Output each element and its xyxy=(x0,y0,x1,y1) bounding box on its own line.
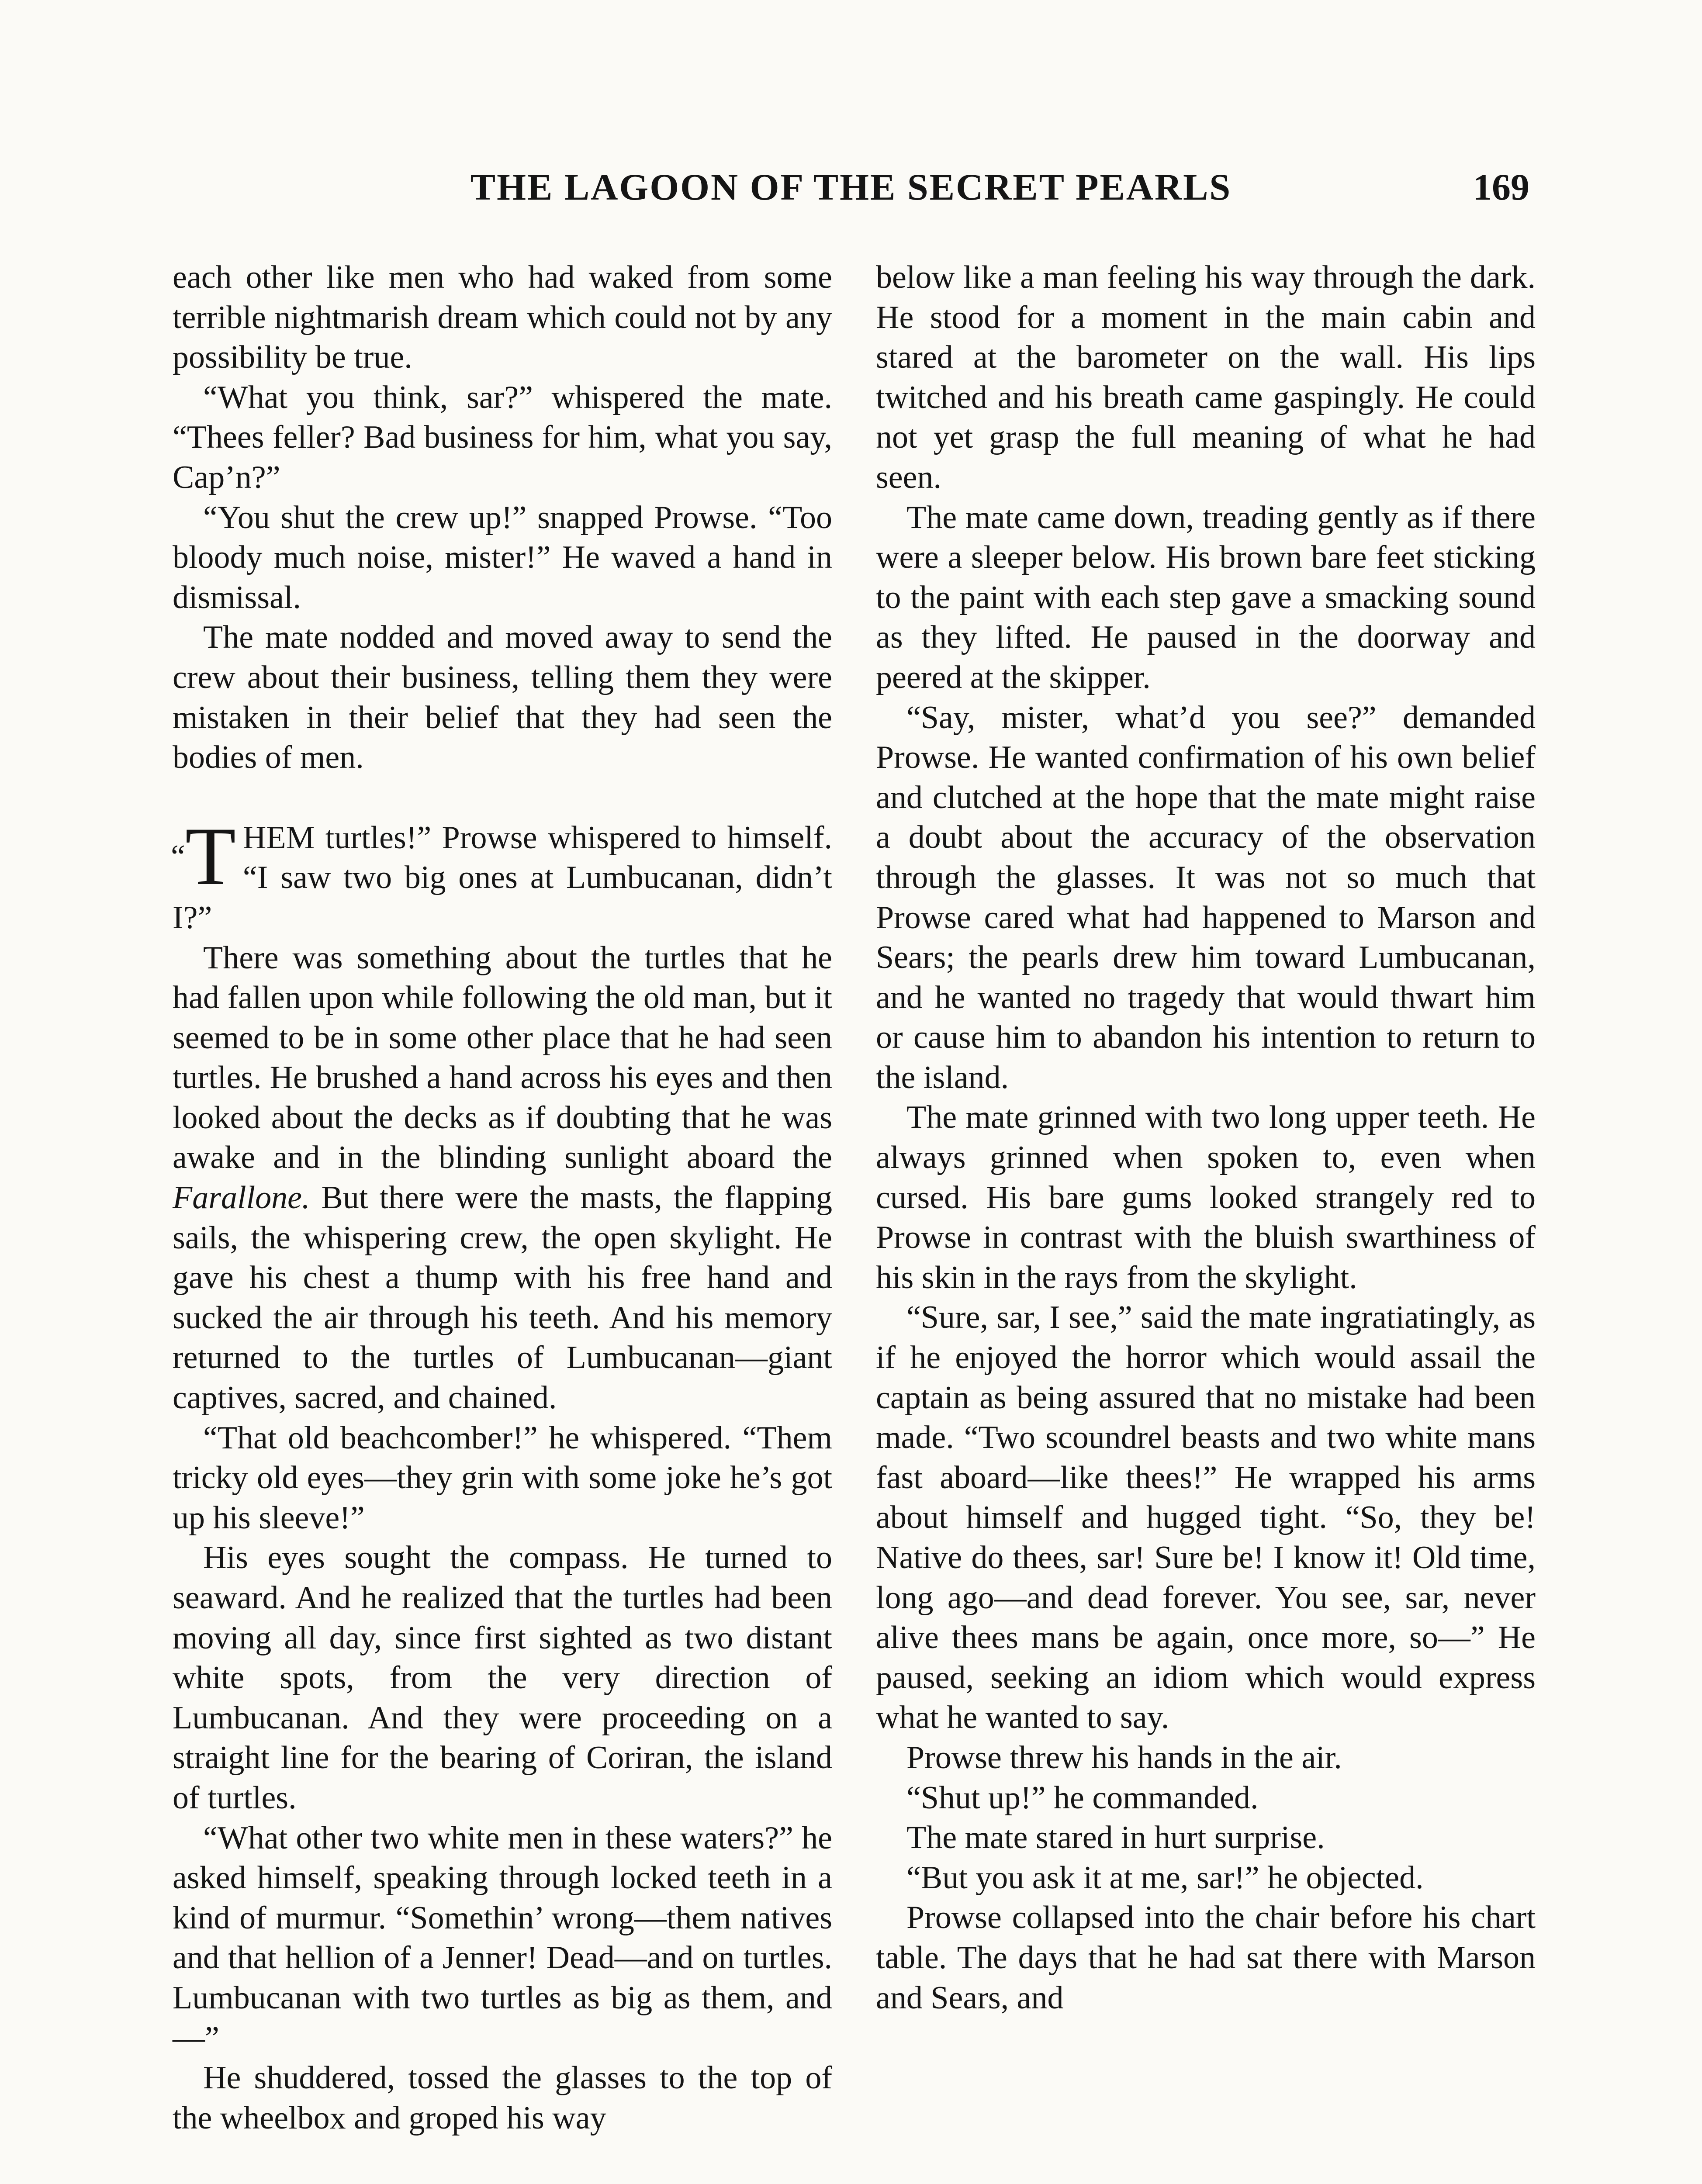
drop-cap-letter: T xyxy=(185,810,236,902)
paragraph-text: There was something about the turtles that he had fallen upon while following the old man, but it seemed to be in some other place that he had seen turtles. He brushed a hand across his eyes and then looked about the decks as if doubting that he was awake and in the blinding sunlight aboard the xyxy=(173,940,832,1176)
paragraph: “That old beachcomber!” he whispered. “Them tricky old eyes—they grin with some joke he’s got up his sleeve!” xyxy=(173,1420,832,1536)
drop-cap xyxy=(171,810,236,902)
drop-cap-quote: “ xyxy=(171,838,185,874)
drop-cap-text: HEM turtles!” Prowse whispered to himself. “I saw two big ones at Lumbucanan, didn’t I?” xyxy=(173,819,832,936)
ship-name: Farallone. xyxy=(173,1180,310,1216)
paragraph: The mate stared in hurt surprise. xyxy=(906,1820,1325,1856)
paragraph: “You shut the crew up!” snapped Prowse. “Too bloody much noise, mister!” He waved a hand in dismissal. xyxy=(173,499,832,615)
section-break xyxy=(173,778,832,818)
paragraph: “But you ask it at me, sar!” he objected. xyxy=(906,1859,1424,1896)
page-number: 169 xyxy=(1473,166,1529,208)
page-header xyxy=(173,165,1529,222)
right-column xyxy=(876,258,1536,2018)
paragraph: Prowse collapsed into the chair before his chart table. The days that he had sat there with Marson and Sears, and xyxy=(876,1900,1536,2016)
paragraph xyxy=(173,938,832,1418)
paragraph: “Sure, sar, I see,” said the mate ingratiatingly, as if he enjoyed the horror which would assail the captain as being assured that no mistake had been made. “Two scoundrel beasts and two white mans fast aboard—like thees!” He wrapped his arms about himself and hugged tight. “So, they be! Native do thees, sar! Sure be! I know it! Old time, long ago—and dead forever. You see, sar, never alive thees mans be again, once more, so—” He paused, seeking an idiom which would express what he wanted to say. xyxy=(876,1299,1536,1736)
paragraph: He shuddered, tossed the glasses to the top of the wheelbox and groped his way xyxy=(173,2060,832,2136)
paragraph: The mate came down, treading gently as if there were a sleeper below. His brown bare feet sticking to the paint with each step gave a smacking sound as they lifted. He paused in the doorway and peered at the skipper. xyxy=(876,499,1536,695)
paragraph: below like a man feeling his way through the dark. He stood for a moment in the main cabin and stared at the barometer on the wall. His lips twitched and his breath came gaspingly. He could not yet grasp the full meaning of what he had seen. xyxy=(876,259,1536,495)
paragraph: “What you think, sar?” whispered the mate. “Thees feller? Bad business for him, what you say, Cap’n?” xyxy=(173,379,832,495)
left-column xyxy=(173,258,832,2138)
drop-cap-paragraph xyxy=(171,810,832,938)
paragraph: “Say, mister, what’d you see?” demanded Prowse. He wanted confirmation of his own belief and clutched at the hope that the mate might raise a doubt about the accuracy of the observation through the glasses. It was not so much that Prowse cared what had happened to Marson and Sears; the pearls drew him toward Lumbucanan, and he wanted no tragedy that would thwart him or cause him to abandon his intention to return to the island. xyxy=(876,699,1536,1095)
paragraph: “What other two white men in these waters?” he asked himself, speaking through locked teeth in a kind of murmur. “Somethin’ wrong—them natives and that hellion of a Jenner! Dead—and on turtles. Lumbucanan with two turtles as big as them, and—” xyxy=(173,1820,832,2056)
paragraph-text: But there were the masts, the flapping sails, the whispering crew, the open skylight. He gave his chest a thump with his free hand and sucked the air through his teeth. And his memory returned to the turtles of Lumbucanan—giant captives, sacred, and chained. xyxy=(173,1180,832,1416)
paragraph: The mate nodded and moved away to send the crew about their business, telling them they were mistaken in their belief that they had seen the bodies of men. xyxy=(173,619,832,776)
paragraph: each other like men who had waked from some terrible nightmarish dream which could not by any possibility be true. xyxy=(173,259,832,376)
paragraph: “Shut up!” he commanded. xyxy=(906,1780,1259,1816)
running-title: THE LAGOON OF THE SECRET PEARLS xyxy=(470,166,1232,208)
paragraph: Prowse threw his hands in the air. xyxy=(906,1739,1342,1776)
paragraph: The mate grinned with two long upper teeth. He always grinned when spoken to, even when cursed. His bare gums looked strangely red to Prowse in contrast with the bluish swarthiness of his skin in the rays from the skylight. xyxy=(876,1099,1536,1296)
paragraph: His eyes sought the compass. He turned to seaward. And he realized that the turtles had been moving all day, since first sighted as two distant white spots, from the very direction of Lumbucanan. And they were proceeding on a straight line for the bearing of Coriran, the island of turtles. xyxy=(173,1540,832,1816)
